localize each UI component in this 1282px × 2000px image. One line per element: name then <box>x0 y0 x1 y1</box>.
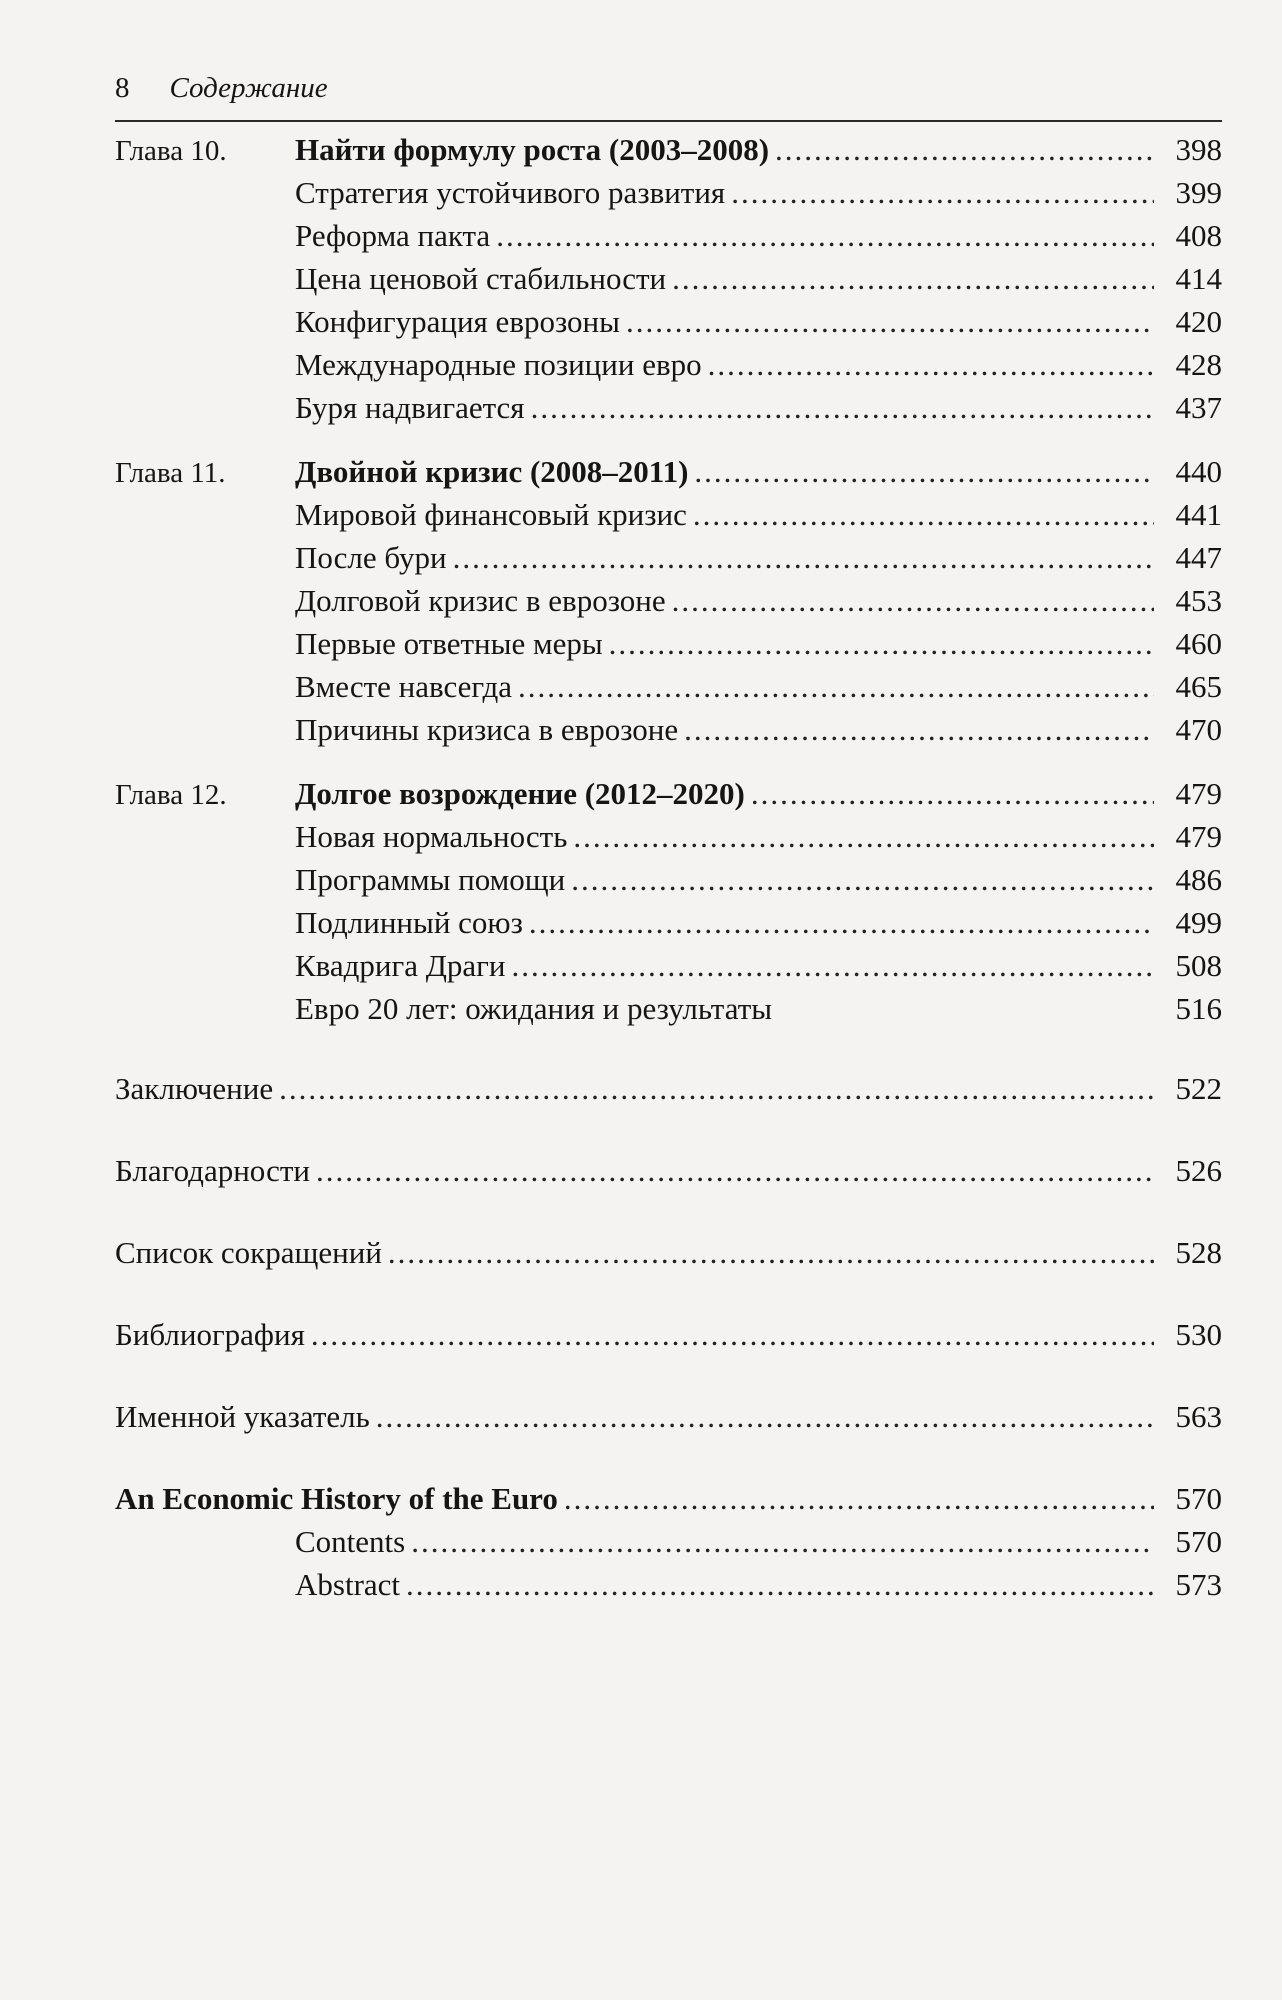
page-ref: 440 <box>1175 454 1222 489</box>
page-ref: 453 <box>1175 583 1222 618</box>
entry-title: Международные позиции евро <box>295 347 702 382</box>
toc-entry <box>115 903 1222 943</box>
toc-entry <box>115 1315 1222 1355</box>
entry-title: Долгое возрождение (2012–2020) <box>295 776 745 811</box>
entry-title: Стратегия устойчивого развития <box>295 175 726 210</box>
toc-entry <box>115 1479 1222 1519</box>
page-ref: 563 <box>1175 1399 1222 1434</box>
toc-entry <box>115 345 1222 385</box>
entry-title: An Economic History of the Euro <box>115 1481 558 1516</box>
dot-leader <box>311 1315 1154 1355</box>
toc-entry <box>115 624 1222 664</box>
toc-entry <box>115 1151 1222 1191</box>
entry-title: Contents <box>295 1524 406 1559</box>
entry-title: Евро 20 лет: ожидания и результаты <box>295 991 773 1026</box>
page-ref: 420 <box>1175 304 1222 339</box>
page-ref: 522 <box>1175 1071 1222 1106</box>
entry-title: Конфигурация еврозоны <box>295 304 620 339</box>
chapter-label: Глава 11. <box>115 457 226 489</box>
toc-entry <box>115 581 1222 621</box>
dot-leader <box>694 452 1154 492</box>
page-ref: 573 <box>1175 1567 1222 1602</box>
dot-leader <box>406 1565 1154 1605</box>
page-ref: 398 <box>1175 132 1222 167</box>
toc-entry <box>115 538 1222 578</box>
dot-leader <box>316 1151 1154 1191</box>
dot-leader <box>376 1397 1154 1437</box>
page-ref: 414 <box>1175 261 1222 296</box>
dot-leader <box>751 774 1154 814</box>
dot-leader <box>626 302 1154 342</box>
chapter-label: Глава 12. <box>115 779 227 811</box>
toc-entry <box>115 259 1222 299</box>
page-header <box>115 72 328 105</box>
page-ref: 428 <box>1175 347 1222 382</box>
toc-entry <box>115 452 1222 493</box>
entry-title: Библиография <box>115 1317 305 1352</box>
dot-leader <box>518 667 1154 707</box>
page-ref: 499 <box>1175 905 1222 940</box>
toc-entry <box>115 946 1222 986</box>
dot-leader <box>531 388 1154 428</box>
toc-entry <box>115 173 1222 213</box>
page-ref: 526 <box>1175 1153 1222 1188</box>
entry-title: Долговой кризис в еврозоне <box>295 583 666 618</box>
dot-leader <box>564 1479 1154 1519</box>
dot-leader <box>571 860 1154 900</box>
page-ref: 408 <box>1175 218 1222 253</box>
page-ref: 441 <box>1175 497 1222 532</box>
page-ref: 486 <box>1175 862 1222 897</box>
toc-entry <box>115 1233 1222 1273</box>
entry-title: Реформа пакта <box>295 218 491 253</box>
toc-entry <box>115 1522 1222 1562</box>
toc-entry <box>115 817 1222 857</box>
page-ref: 570 <box>1175 1524 1222 1559</box>
entry-title: Подлинный союз <box>295 905 523 940</box>
entry-title: Первые ответные меры <box>295 626 603 661</box>
entry-title: Причины кризиса в еврозоне <box>295 712 679 747</box>
page-ref: 516 <box>1175 991 1222 1026</box>
entry-title: Квадрига Драги <box>295 948 506 983</box>
page-ref: 570 <box>1175 1481 1222 1516</box>
entry-title: После бури <box>295 540 447 575</box>
page-ref: 528 <box>1175 1235 1222 1270</box>
entry-title: Вместе навсегда <box>295 669 513 704</box>
page-ref: 508 <box>1175 948 1222 983</box>
entry-title: Мировой финансовый кризис <box>295 497 687 532</box>
dot-leader <box>573 817 1154 857</box>
dot-leader <box>672 581 1154 621</box>
page-ref: 530 <box>1175 1317 1222 1352</box>
header-rule <box>115 120 1222 122</box>
dot-leader <box>708 345 1154 385</box>
page-ref: 399 <box>1175 175 1222 210</box>
dot-leader <box>453 538 1154 578</box>
entry-title: Abstract <box>295 1567 401 1602</box>
toc-entry <box>115 667 1222 707</box>
dot-leader <box>388 1233 1154 1273</box>
chapter-label: Глава 10. <box>115 135 227 167</box>
dot-leader <box>511 946 1154 986</box>
page-ref: 479 <box>1175 819 1222 854</box>
toc-entry <box>115 710 1222 750</box>
toc-entry <box>115 1069 1222 1109</box>
toc-entry <box>115 495 1222 535</box>
entry-title: Двойной кризис (2008–2011) <box>295 454 689 489</box>
entry-title: Цена ценовой стабильности <box>295 261 667 296</box>
toc-entry <box>115 989 1222 1029</box>
toc-entry <box>115 1565 1222 1605</box>
entry-title: Программы помощи <box>295 862 566 897</box>
toc-entry <box>115 388 1222 428</box>
page-number: 8 <box>115 72 130 104</box>
toc-entry <box>115 216 1222 256</box>
entry-title: Благодарности <box>115 1153 310 1188</box>
page-ref: 479 <box>1175 776 1222 811</box>
page-ref: 447 <box>1175 540 1222 575</box>
entry-title: Буря надвигается <box>295 390 525 425</box>
dot-leader <box>775 130 1154 170</box>
dot-leader <box>684 710 1154 750</box>
toc-entry <box>115 302 1222 342</box>
entry-title: Заключение <box>115 1071 274 1106</box>
entry-title: Именной указатель <box>115 1399 370 1434</box>
page-ref: 470 <box>1175 712 1222 747</box>
dot-leader <box>693 495 1154 535</box>
page-ref: 460 <box>1175 626 1222 661</box>
entry-title: Список сокращений <box>115 1235 382 1270</box>
running-title: Содержание <box>169 72 328 104</box>
toc-entry <box>115 1397 1222 1437</box>
toc-entry <box>115 774 1222 815</box>
dot-leader <box>672 259 1154 299</box>
dot-leader <box>496 216 1154 256</box>
dot-leader <box>731 173 1154 213</box>
toc-entry <box>115 130 1222 171</box>
page-ref: 465 <box>1175 669 1222 704</box>
dot-leader <box>279 1069 1154 1109</box>
dot-leader <box>609 624 1154 664</box>
entry-title: Новая нормальность <box>295 819 568 854</box>
page-ref: 437 <box>1175 390 1222 425</box>
entry-title: Найти формулу роста (2003–2008) <box>295 132 770 167</box>
dot-leader <box>529 903 1154 943</box>
dot-leader <box>411 1522 1154 1562</box>
toc-entry <box>115 860 1222 900</box>
